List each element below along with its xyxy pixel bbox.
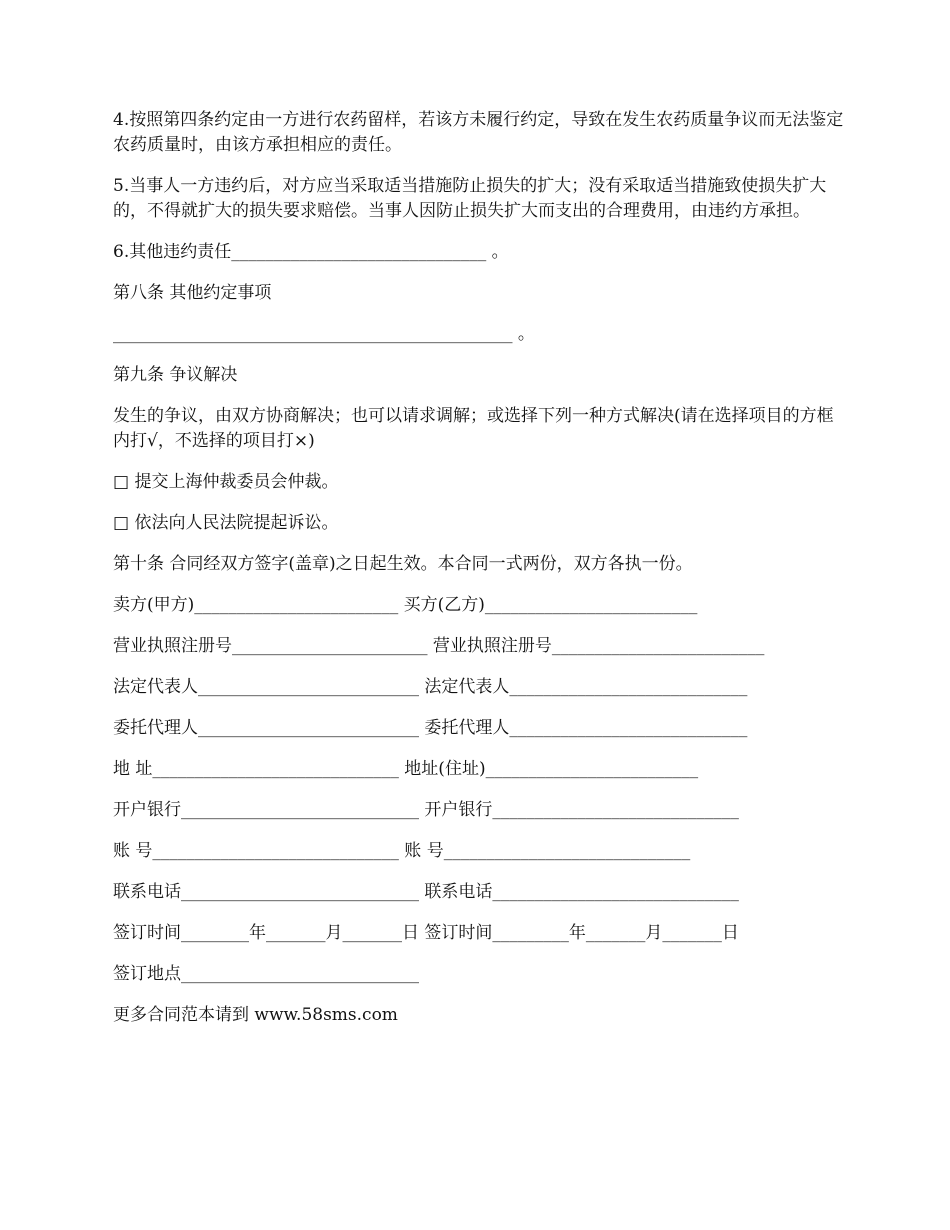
signature-parties: 卖方(甲方)________________________ 买方(乙方)_________________________: [113, 595, 698, 615]
signature-license-number: 营业执照注册号_______________________ 营业执照注册号_________________________: [113, 636, 765, 656]
signature-legal-representative: 法定代表人__________________________ 法定代表人____________________________: [113, 677, 748, 697]
clause-7-item-4: 4.按照第四条约定由一方进行农药留样，若该方未履行约定，导致在发生农药质量争议而无法鉴定农药质量时，由该方承担相应的责任。: [113, 110, 844, 155]
clause-9-heading: 第九条 争议解决: [113, 365, 238, 385]
contract-page: [113, 108, 848, 1044]
signature-bank: 开户银行____________________________ 开户银行_____________________________: [113, 800, 739, 820]
signature-account: 账 号_____________________________ 账 号_____________________________: [113, 841, 691, 861]
footer-link-text: 更多合同范本请到 www.58sms.com: [113, 1005, 398, 1025]
option-litigation: □ 依法向人民法院提起诉讼。: [113, 513, 339, 533]
signature-phone: 联系电话____________________________ 联系电话_____________________________: [113, 882, 739, 902]
clause-10: 第十条 合同经双方签字(盖章)之日起生效。本合同一式两份，双方各执一份。: [113, 554, 693, 574]
signature-address: 地 址_____________________________ 地址(住址)_________________________: [113, 759, 699, 779]
signature-authorized-agent: 委托代理人__________________________ 委托代理人____________________________: [113, 718, 748, 738]
signature-date: 签订时间________年_______月_______日 签订时间_________年_______月_______日: [113, 923, 739, 943]
signature-place: 签订地点____________________________: [113, 964, 419, 984]
option-arbitration: □ 提交上海仲裁委员会仲裁。: [113, 472, 339, 492]
clause-9-body: 发生的争议，由双方协商解决；也可以请求调解；或选择下列一种方式解决(请在选择项目的方框内打√，不选择的项目打×): [113, 406, 834, 451]
clause-7-item-6: 6.其他违约责任______________________________ 。: [113, 242, 509, 262]
clause-7-item-5: 5.当事人一方违约后，对方应当采取适当措施防止损失的扩大；没有采取适当措施致使损失扩大的，不得就扩大的损失要求赔偿。当事人因防止损失扩大而支出的合理费用，由违约方承担。: [113, 176, 827, 221]
clause-8-heading: 第八条 其他约定事项: [113, 283, 272, 303]
clause-8-blank-line: _______________________________________________ 。: [113, 324, 535, 344]
